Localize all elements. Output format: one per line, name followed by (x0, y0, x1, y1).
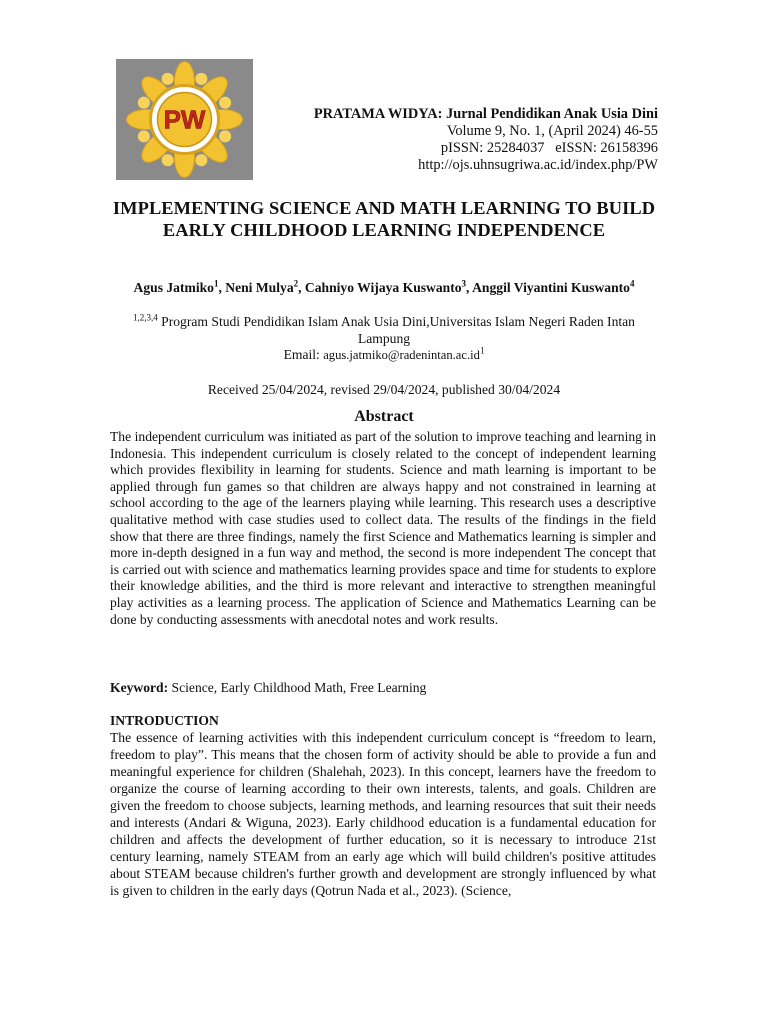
publication-dates: Received 25/04/2024, revised 29/04/2024, published 30/04/2024 (207, 382, 561, 397)
journal-logo (116, 59, 253, 180)
abstract-body: The independent curriculum was initiated as part of the solution to improve teaching and learning in Indonesia. This independent curriculum is closely related to the concept of independent learning which provides flexibility in learning for students. Science and math learning is important to be applied through fun games so that children are always happy and not constrained in learning at school according to the age of the learners playing while learning. This research uses a descriptive qualitative method with case studies used to collect data. The results of the findings in the field show that there are three findings, namely the first Science and Mathematics learning is simpler and more in-depth designed in a fun way and method, the second is more independent The concept that is carried out with science and mathematics learning provides space and time for students to explore their knowledge abilities, and the third is more relevant and interactive to strengthen meaningful play activities as a learning process. The application of Science and Mathematics Learning can be done by conducting assessments with anecdotal notes and work results. (110, 429, 656, 627)
journal-info (238, 106, 658, 174)
author-4: Anggil Viyantini Kuswanto (472, 280, 630, 295)
journal-url: http://ojs.uhnsugriwa.ac.id/index.php/PW (418, 157, 658, 173)
author-3: Cahniyo Wijaya Kuswanto (304, 280, 462, 295)
email-label: Email: (283, 347, 324, 362)
paper-title: IMPLEMENTING SCIENCE AND MATH LEARNING TO BUILD EARLY CHILDHOOD LEARNING INDEPENDENCE (112, 198, 656, 240)
abstract-heading: Abstract (354, 408, 414, 425)
author-1: Agus Jatmiko (133, 280, 214, 295)
author-1-sup: 1 (213, 278, 219, 289)
author-4-sup: 4 (629, 278, 635, 289)
pw-emblem-icon (116, 59, 253, 180)
author-2: Neni Mulya (225, 280, 294, 295)
keyword-text: Science, Early Childhood Math, Free Learning (168, 680, 427, 695)
introduction-body: The essence of learning activities with this independent curriculum concept is “freedom to learn, freedom to play”. This means that the chosen form of activity should be able to provide a fun and meaningful experience for children (Shalehah, 2023). In this concept, learners have the freedom to organize the course of learning according to their own interests, talents, and goals. Children are given the freedom to choose subjects, learning methods, and learning resources that suit their needs and interests (Andari & Wiguna, 2023). Early childhood education is a fundamental education for children and affects the development of further education, so it is necessary to introduce 21st century learning, namely STEAM from an early age which will build children's positive attitudes about STEAM because children's further growth and development are strongly influenced by what is given to children in the early days (Qotrun Nada et al., 2023). (Science, (110, 730, 656, 898)
logo-text: PW (163, 104, 206, 135)
affiliation-sup: 1,2,3,4 (133, 312, 158, 323)
email-address: agus.jatmiko@radenintan.ac.id (323, 348, 480, 362)
keyword-label: Keyword: (110, 680, 169, 695)
affiliation-text: Program Studi Pendidikan Islam Anak Usia Dini,Universitas Islam Negeri Raden Intan Lampung (157, 314, 635, 346)
author-3-sup: 3 (461, 278, 467, 289)
keywords (110, 679, 656, 696)
journal-name: PRATAMA WIDYA: Jurnal Pendidikan Anak Usia Dini (313, 106, 658, 122)
journal-issn: pISSN: 25284037 eISSN: 26158396 (440, 140, 658, 156)
author-list: Agus Jatmiko$^1$, Neni Mulya$^2$, Cahniyo Wijaya Kuswanto$^3$, Anggil Viyantini Kuswanto$^4$ (133, 278, 635, 295)
introduction-heading: INTRODUCTION (110, 713, 219, 728)
email-line (110, 347, 658, 363)
affiliation (110, 314, 658, 347)
author-2-sup: 2 (293, 278, 299, 289)
journal-volume: Volume 9, No. 1, (April 2024) 46-55 (446, 123, 658, 139)
email-sup: 1 (479, 345, 485, 356)
